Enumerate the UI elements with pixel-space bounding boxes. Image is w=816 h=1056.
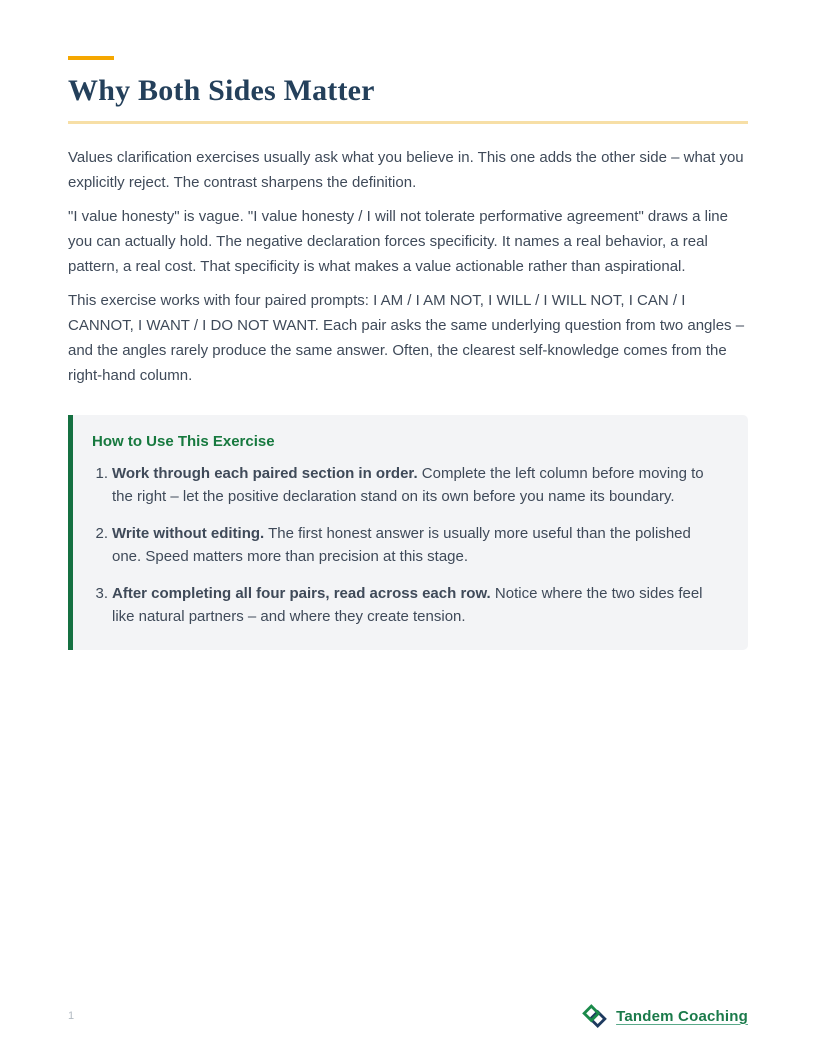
intro-paragraph-1: Values clarification exercises usually ask what you believe in. This one adds the other side – what you explicitly reject. The contrast sharpens the definition. (68, 149, 744, 191)
list-item-text (112, 522, 724, 568)
list-item (92, 462, 724, 508)
page-content (68, 0, 748, 650)
list-item-lead: Work through each paired section in order. (112, 465, 418, 482)
page-footer (68, 1000, 748, 1032)
tandem-diamond-icon (581, 1003, 608, 1030)
list-item-lead: After completing all four pairs, read across each row. (112, 585, 491, 602)
list-item-lead: Write without editing. (112, 525, 265, 542)
list-item-rest: The first honest answer is usually more useful than the polished one. Speed matters more than precision at this stage. (112, 525, 691, 565)
intro-paragraph-3: This exercise works with four paired prompts: I AM / I AM NOT, I WILL / I WILL NOT, I CAN / I CANNOT, I WANT / I DO NOT WANT. Each pair asks the same underlying question from two angles – and the angles rarely produce the same answer. Often, the clearest self-knowledge comes from the right-hand column. (68, 292, 745, 384)
list-item (92, 582, 724, 628)
accent-bar (68, 56, 114, 60)
callout-list (92, 462, 724, 628)
list-item-text (112, 462, 724, 508)
list-item-number: 3. (95, 585, 108, 602)
list-item-number: 1. (95, 465, 108, 482)
page-number: 1 (68, 1010, 75, 1022)
intro-paragraph-2: "I value honesty" is vague. "I value honesty / I will not tolerate performative agreement" draws a line you can actually hold. The negative declaration forces specificity. It names a real behavior, a real pattern, a real cost. That specificity is what makes a value actionable rather than aspirational. (68, 208, 728, 275)
page-title: Why Both Sides Matter (68, 74, 748, 124)
list-item-text (112, 582, 724, 628)
how-to-use-callout (68, 415, 748, 650)
list-item-number: 2. (95, 525, 108, 542)
list-item-rest: Notice where the two sides feel like natural partners – and where they create tension. (112, 585, 703, 625)
list-item (92, 522, 724, 568)
list-item-rest: Complete the left column before moving to the right – let the positive declaration stand on its own before you name its boundary. (112, 465, 704, 505)
brand-logo (581, 1003, 748, 1030)
brand-name: Tandem Coaching (616, 1007, 748, 1025)
callout-heading: How to Use This Exercise (92, 433, 275, 450)
